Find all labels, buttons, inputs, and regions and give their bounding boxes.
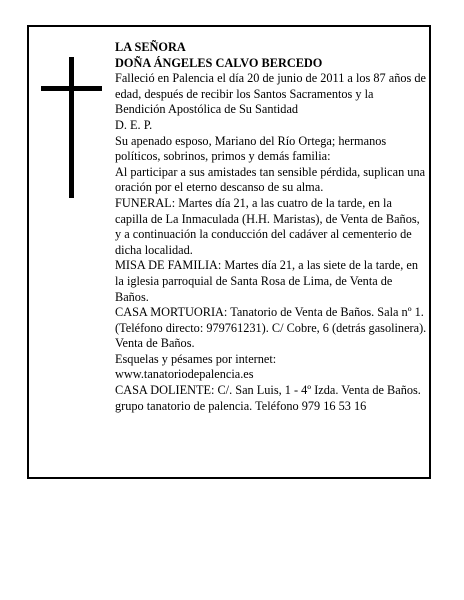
group-paragraph: grupo tanatorio de palencia. Teléfono 979 16 53 16 (115, 398, 367, 413)
obituary-frame (27, 25, 431, 479)
family-paragraph: Su apenado esposo, Mariano del Río Ortega; hermanos políticos, sobrinos, primos y demás familia: (115, 133, 387, 164)
funeral-paragraph: FUNERAL: Martes día 21, a las cuatro de la tarde, en la capilla de La Inmaculada (H.H. Maristas), de Venta de Baños, y a continuación la conducción del cadáver al cementerio de dicha localidad. (115, 195, 420, 257)
internet-link[interactable]: www.tanatoriodepalencia.es (115, 367, 254, 382)
deceased-name: DOÑA ÁNGELES CALVO BERCEDO (115, 55, 323, 70)
prayer-paragraph: Al participar a sus amistades tan sensible pérdida, suplican una oración por el eterno descanso de su alma. (115, 164, 426, 195)
death-paragraph: Falleció en Palencia el día 20 de junio de 2011 a los 87 años de edad, después de recibir los Santos Sacramentos y la Bendición Apostólica de Su Santidad (115, 71, 426, 117)
mass-paragraph: MISA DE FAMILIA: Martes día 21, a las siete de la tarde, en la iglesia parroquial de Santa Rosa de Lima, de Venta de Baños. (115, 258, 419, 304)
home-paragraph: CASA DOLIENTE: C/. San Luis, 1 - 4º Izda. Venta de Baños. (115, 383, 421, 398)
obituary-text (115, 40, 427, 414)
mortuary-paragraph: CASA MORTUORIA: Tanatorio de Venta de Baños. Sala nº 1. (Teléfono directo: 979761231). C/ Cobre, 6 (detrás gasolinera). Venta de Baños. (115, 305, 427, 351)
internet-label: Esquelas y pésames por internet: (115, 351, 277, 366)
dep-line: D. E. P. (115, 117, 153, 132)
title-line-1: LA SEÑORA (115, 40, 186, 54)
